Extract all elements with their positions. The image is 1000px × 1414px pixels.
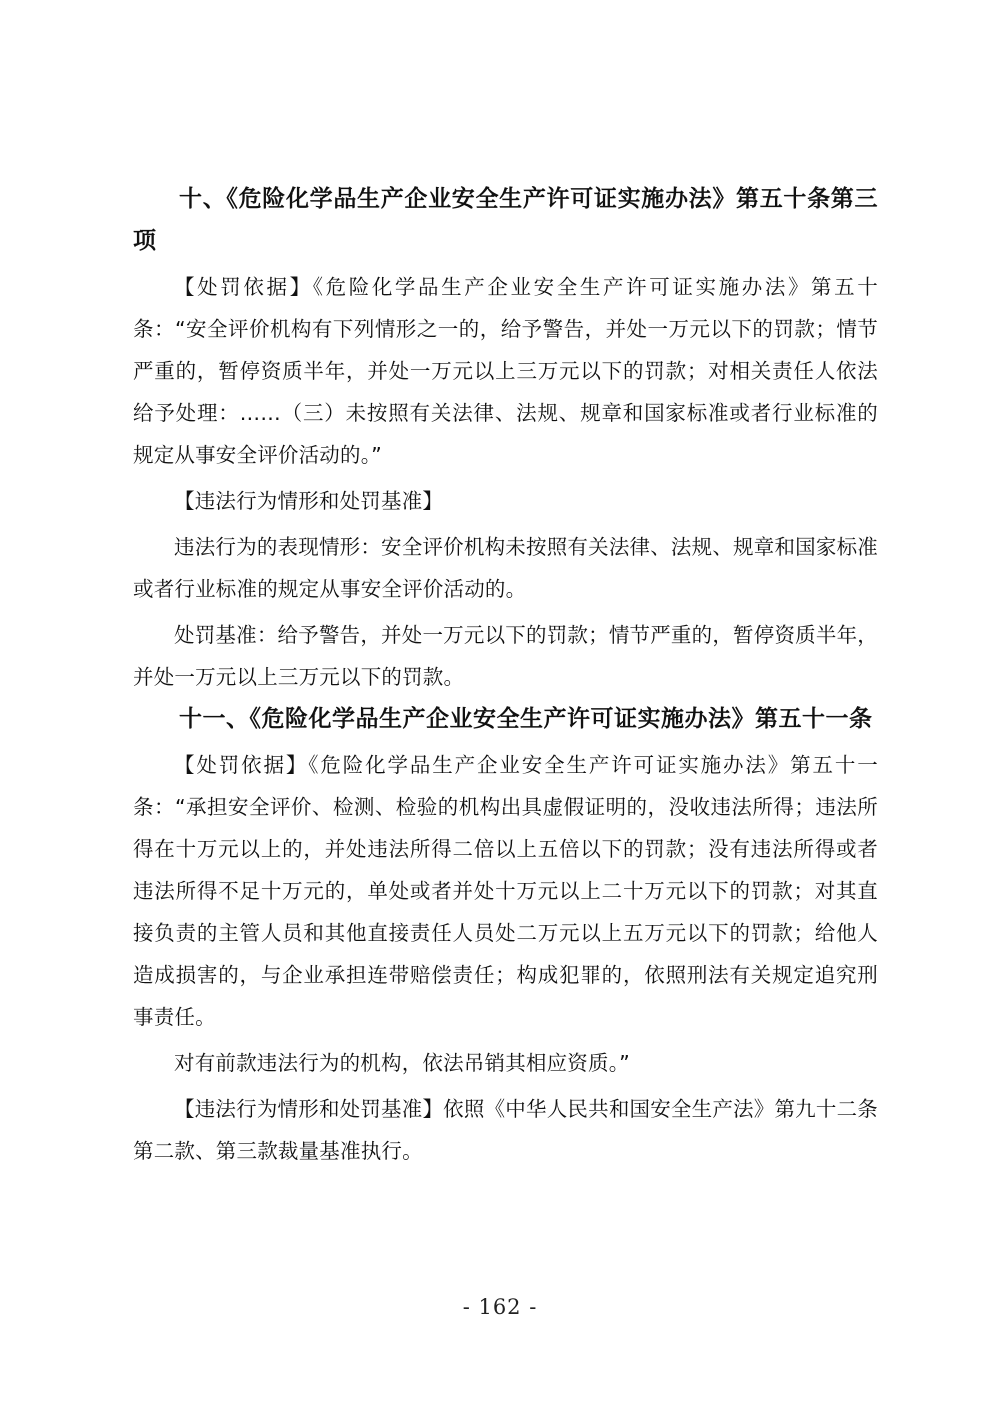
section-11-standard: 【违法行为情形和处罚基准】依照《中华人民共和国安全生产法》第九十二条第二款、第三款裁量基准执行。 bbox=[133, 1097, 878, 1163]
section-10-manifestation: 违法行为的表现情形：安全评价机构未按照有关法律、法规、规章和国家标准或者行业标准的规定从事安全评价活动的。 bbox=[133, 535, 878, 601]
document-body bbox=[133, 178, 878, 1172]
page-number: - 162 - bbox=[462, 1295, 538, 1319]
section-11-heading: 十一、《危险化学品生产企业安全生产许可证实施办法》第五十一条 bbox=[179, 705, 873, 732]
section-11-penalty-basis-continued: 对有前款违法行为的机构，依法吊销其相应资质。” bbox=[174, 1051, 630, 1075]
section-10-penalty-standard: 处罚基准：给予警告，并处一万元以下的罚款；情节严重的，暂停资质半年，并处一万元以上三万元以下的罚款。 bbox=[133, 623, 878, 689]
section-11-penalty-basis: 【处罚依据】《危险化学品生产企业安全生产许可证实施办法》第五十一条：“承担安全评价、检测、检验的机构出具虚假证明的，没收违法所得；违法所得在十万元以上的，并处违法所得二倍以上五倍以下的罚款；没有违法所得或者违法所得不足十万元的，单处或者并处十万元以上二十万元以下的罚款；对其直接负责的主管人员和其他直接责任人员处二万元以上五万元以下的罚款；给他人造成损害的，与企业承担连带赔偿责任；构成犯罪的，依照刑法有关规定追究刑事责任。 bbox=[133, 753, 878, 1029]
section-10-standard-title: 【违法行为情形和处罚基准】 bbox=[174, 489, 444, 513]
section-10-heading: 十、《危险化学品生产企业安全生产许可证实施办法》第五十条第三项 bbox=[133, 185, 878, 254]
section-10-penalty-basis: 【处罚依据】《危险化学品生产企业安全生产许可证实施办法》第五十条：“安全评价机构有下列情形之一的，给予警告，并处一万元以下的罚款；情节严重的，暂停资质半年，并处一万元以上三万元以下的罚款；对相关责任人依法给予处理：……（三）未按照有关法律、法规、规章和国家标准或者行业标准的规定从事安全评价活动的。” bbox=[133, 275, 878, 467]
